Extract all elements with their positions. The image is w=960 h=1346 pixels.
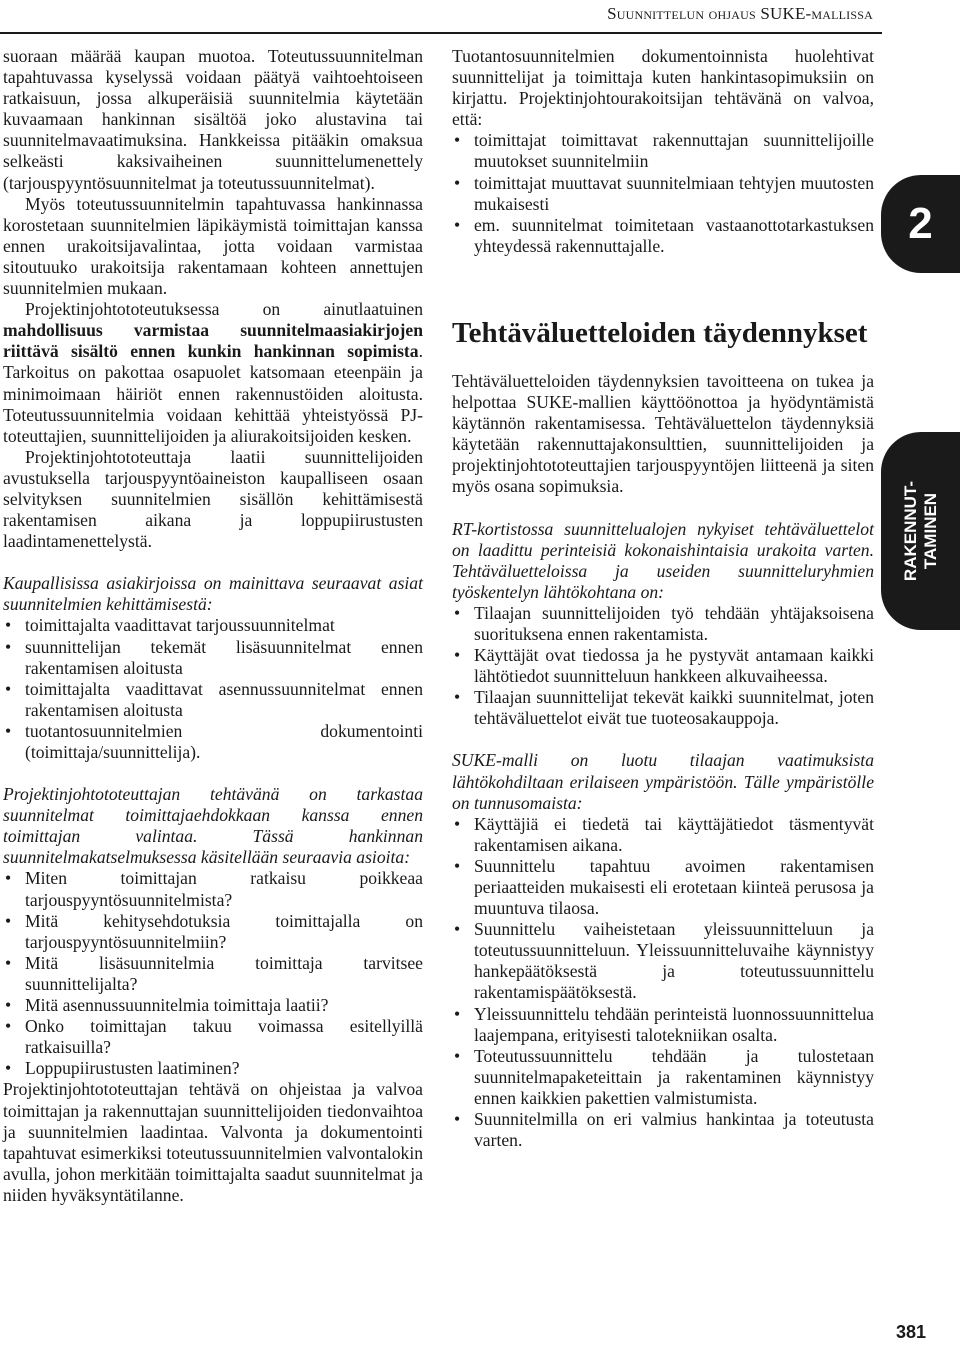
page-number: 381 [896, 1322, 927, 1342]
list-item: • Suunnittelu vaiheistetaan yleissuunnitteluun ja toteutussuunnitteluun. Yleissuunnitteluvaihe käynnistyy hankepäätöksestä ja toteutussuunnittelu rakentamispäätöksestä. [452, 919, 874, 1003]
list-item: • Onko toimittajan takuu voimassa esitellyillä ratkaisuilla? [3, 1016, 423, 1058]
right-column [452, 46, 874, 1151]
list-item: • Käyttäjät ovat tiedossa ja he pystyvät antamaan kaikki lähtötiedot suunnitteluun hankkeen alkuvaiheessa. [452, 645, 874, 687]
list-item: • Miten toimittajan ratkaisu poikkeaa tarjouspyyntösuunnitelmista? [3, 868, 423, 910]
list-item: • Käyttäjiä ei tiedetä tai käyttäjätiedot täsmentyvät rakentamisen aikana. [452, 814, 874, 856]
bullet-list [3, 868, 423, 1079]
bullet-list [452, 603, 874, 730]
list-item: • tuotantosuunnitelmien dokumentointi (toimittaja/suunnittelija). [3, 721, 423, 763]
list-intro: Kaupallisissa asiakirjoissa on mainittava seuraavat asiat suunnitelmien kehittämisestä: [3, 573, 423, 615]
list-intro: Projektinjohtototeuttajan tehtävänä on tarkastaa suunnitelmat toimittajaehdokkaan kanssa ennen toimittajan valintaa. Tässä hankinnan suunnitelmakatselmuksessa käsitellään seuraavia asioita: [3, 784, 423, 868]
list-item: • Loppupiirustusten laatiminen? [3, 1058, 423, 1079]
paragraph-text: Projektinjohtototeutuksessa on ainutlaatuinen [25, 299, 423, 320]
list-intro: RT-kortistossa suunnittelualojen nykyiset tehtäväluettelot on laadittu perinteisiä kokonaishintaisia urakoita varten. Tehtäväluetteloissa ja useiden suunnitteluryhmien työskentelyn lähtökohtana on: [452, 518, 874, 602]
header-rule [0, 32, 882, 34]
list-item: • Yleissuunnittelu tehdään perinteistä luonnossuunnittelua laajempana, erityisesti talotekniikan osalta. [452, 1004, 874, 1046]
paragraph: Projektinjohtototeuttajan tehtävä on ohjeistaa ja valvoa toimittajan ja rakennuttajan suunnittelijoiden tiedonvaihtoa ja suunnitelmien laadintaa. Valvonta ja dokumentointi tapahtuvat esimerkiksi toteutussuunnitelmien valvontalokin avulla, johon merkitään toimittajalta saadut suunnitelmat ja niiden hyväksyntätilanne. [3, 1079, 423, 1205]
list-item: • Mitä kehitysehdotuksia toimittajalla on tarjouspyyntösuunnitelmiin? [3, 911, 423, 953]
list-item: • toimittajat toimittavat rakennuttajan suunnittelijoille muutokset suunnitelmiin [452, 130, 874, 172]
list-item: • em. suunnitelmat toimitetaan vastaanottotarkastuksen yhteydessä rakennuttajalle. [452, 215, 874, 257]
list-item: • Tilaajan suunnittelijat tekevät kaikki suunnitelmat, joten tehtäväluettelot eivät tue tuoteosakauppoja. [452, 687, 874, 729]
left-column [3, 46, 423, 1206]
paragraph: suoraan määrää kaupan muotoa. Toteutussuunnitelman tapahtuvassa kyselyssä voidaan päätyä vaihtoehtoiseen ratkaisuun, jossa alkuperäisiä suunnitelmia käytetään kuvaamaan hankinnan sisältöä joko alustavina tai suunnitelmavaatimuksina. Hankkeissa pitääkin omaksua selkeästi kaksivaiheinen suunnittelumenettely (tarjouspyyntösuunnitelmat ja toteutussuunnitelmat). [3, 46, 423, 193]
section-side-tab-label [901, 436, 941, 626]
paragraph: Tehtäväluetteloiden täydennyksien tavoitteena on tukea ja helpottaa SUKE-mallien käyttöönottoa ja hyödyntämistä käytännön rakentamisessa. Tehtäväluettelon täydennyksiä käytetään rakennuttajakonsulttien, suunnittelijoiden ja projektinjohtototeuttajien tarjouspyyntöjen liitteenä ja siten myös osana sopimuksia. [452, 370, 874, 497]
chapter-tab [881, 175, 960, 273]
chapter-number: 2 [908, 199, 933, 248]
section-heading: Tehtäväluetteloiden täydennykset [452, 316, 868, 349]
paragraph [3, 299, 423, 447]
list-item: • Suunnitelmilla on eri valmius hankintaa ja toteutusta varten. [452, 1109, 874, 1151]
list-item: • Suunnittelu tapahtuu avoimen rakentamisen periaatteiden mukaisesti eli erotetaan kiinteä perusosa ja muuntuva tilaosa. [452, 856, 874, 919]
list-item: • suunnittelijan tekemät lisäsuunnitelmat ennen rakentamisen aloitusta [3, 637, 423, 679]
list-item: • toimittajalta vaadittavat tarjoussuunnitelmat [3, 615, 423, 636]
bullet-list [452, 814, 874, 1152]
side-tab-line-2: TAMINEN [921, 492, 940, 570]
list-item: • Toteutussuunnittelu tehdään ja tulostetaan suunnitelmapaketeittain ja rakentaminen käynnistyy ennen kaikkien pakettien valmistumista. [452, 1046, 874, 1109]
list-item: • toimittajat muuttavat suunnitelmiaan tehtyjen muutosten mukaisesti [452, 173, 874, 215]
paragraph: Tuotantosuunnitelmien dokumentoinnista huolehtivat suunnittelijat ja toimittaja kuten hankintasopimuksiin on kirjattu. Projektinjohtourakoitsijan tehtävänä on valvoa, että: [452, 46, 874, 130]
bullet-list [452, 130, 874, 257]
paragraph-text: . Tarkoitus on pakottaa osapuolet katsomaan eteenpäin ja minimoimaan häiriöt ennen rakennustöiden aloitusta. Toteutussuunnitelmia voidaan kehittää yhteistyössä PJ-toteuttajien, suunnittelijoiden ja aliurakoitsijoiden kesken. [3, 341, 423, 446]
section-side-tab [881, 432, 960, 630]
list-item: • toimittajalta vaadittavat asennussuunnitelmat ennen rakentamisen aloitusta [3, 679, 423, 721]
list-item: • Mitä asennussuunnitelmia toimittaja laatii? [3, 995, 423, 1016]
list-item: • Tilaajan suunnittelijoiden työ tehdään yhtäjaksoisena suorituksena ennen rakentamista. [452, 603, 874, 645]
paragraph: Projektinjohtototeuttaja laatii suunnittelijoiden avustuksella tarjouspyyntöaineiston kaupalliseen osaan selvityksen suunnitelmien sisällön kehittämisestä rakentamisen aikana ja loppupiirustusten laadintamenettelystä. [3, 446, 423, 552]
side-tab-line-1: RAKENNUT- [901, 480, 920, 582]
bullet-list [3, 615, 423, 763]
emphasis-text: mahdollisuus varmistaa suunnitelmaasiakirjojen riittävä sisältö ennen kunkin hankinnan sopimista [3, 320, 423, 362]
list-intro: SUKE-malli on luotu tilaajan vaatimuksista lähtökohdiltaan erilaiseen ympäristöön. Tälle ympäristölle on tunnusomaista: [452, 750, 874, 813]
list-item: • Mitä lisäsuunnitelmia toimittaja tarvitsee suunnittelijalta? [3, 953, 423, 995]
paragraph: Myös toteutussuunnitelmin tapahtuvassa hankinnassa korostetaan suunnitelmien läpikäymistä toimittajan kanssa ennen urakoitsijavalintaa, jotta voidaan varmistaa sitoutuuko urakoitsija rakentamaan kohteen annettujen suunnitelmien mukaan. [3, 193, 423, 299]
running-header: Suunnittelun ohjaus SUKE-mallissa [607, 4, 873, 23]
